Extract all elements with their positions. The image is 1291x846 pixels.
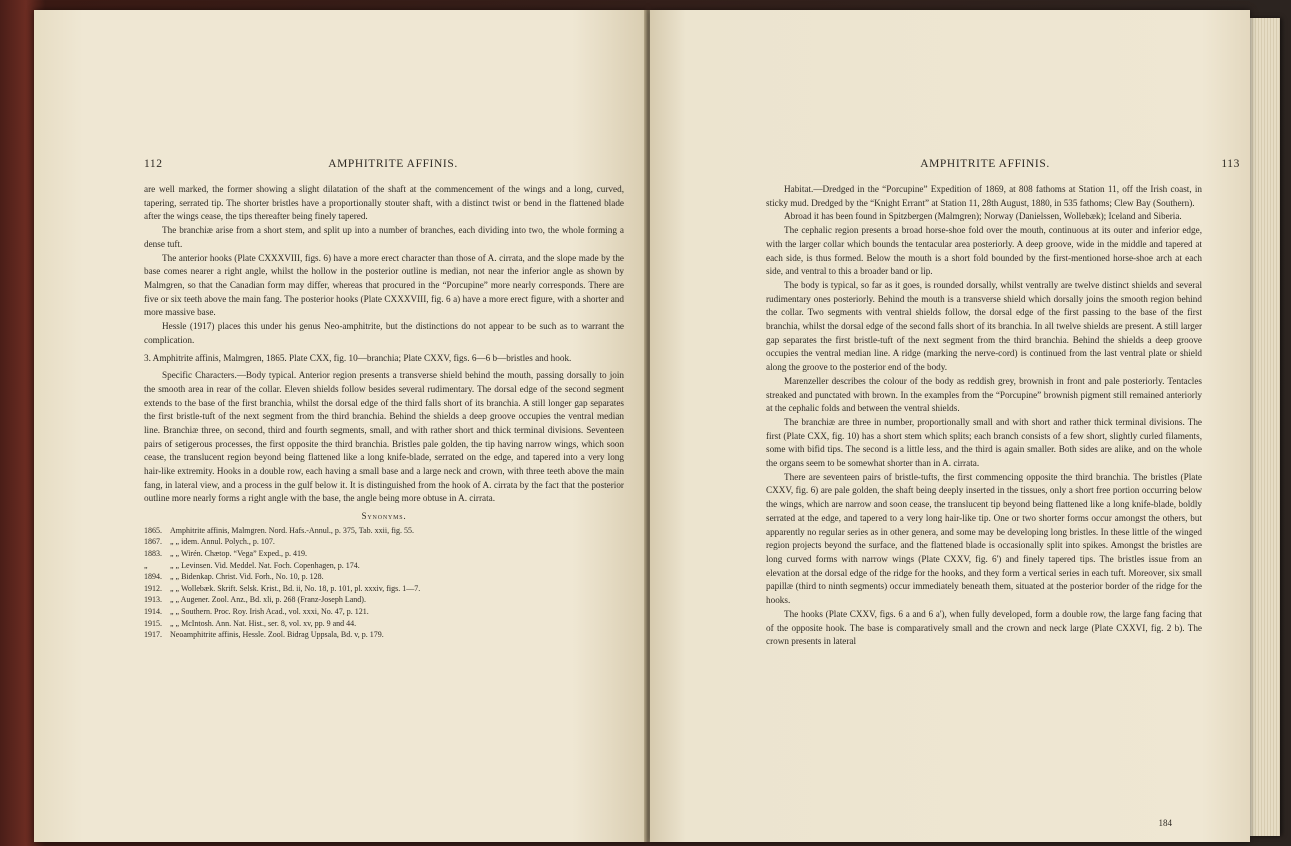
synonym-year: 1915. [144, 618, 162, 628]
paragraph: There are seventeen pairs of bristle-tufts, the first commencing opposite the third branchia. The bristles (Plate CXXV, fig. 6) are pale golden, the shaft being deeply inserted in the tissues, only a short free portion occurring below the wings, which are narrow and soon cease, the translucent tip beyond being flattened like a long knife-blade, boldly serrated at the edge, and tapered to a very long hair-like tip. One or two shorter forms occur amongst the others, but apparently no regular series as in other genera, and some may be developing long bristles. In these little of the winged region projects beyond the surface, and the flattened blade is occasionally split into spikes. Amongst the bristles are long curved forms with narrow wings (Plate CXXV, fig. 6') and finely tapered tips. The bristles issue from an elevation at the dorsal edge of the ridge for the hooks, and they form a vertical series in each tuft. Moreover, six small papillæ (third to ninth segments) occur immediately beneath them, situated at the posterior border of the ridge for the hooks. [766, 471, 1202, 606]
synonym-year: 1917. [144, 630, 162, 640]
paragraph: Specific Characters.—Body typical. Anterior region presents a transverse shield behind the mouth, passing dorsally to join the smooth area in rear of the collar. Eleven shields follow besides several rudimentary. The dorsal edge of the second segment extends to the base of the first branchia, whilst the dorsal edge of the third falls short of its branchia. A still longer gap separates the first bristle-tuft of the next segment from the third branchia. Behind the shields a deep groove occupies the ventral median line. Branchiæ three, on second, third and fourth segments, small, and with rather short and thick terminal divisions. Seventeen pairs of setigerous processes, the first opposite the third branchia. Bristles pale golden, the tip having narrow wings, which soon cease, the translucent region beyond being flattened like a long knife-blade, serrated on the edge, and tapered into a very long hair-like extremity. Hooks in a double row, each having a small base and a large neck and crown, with three teeth above the main fang, in lateral view, and a process in the gulf below it. It is distinguished from the hook of A. cirrata by the fact that the posterior outline more nearly forms a right angle with the base, the angle being more obtuse in A. cirrata. [144, 370, 624, 504]
page-number: 112 [144, 158, 163, 170]
synonym-year: 1867. [144, 537, 162, 547]
synonym-text: „ „ Bidenkap. Christ. Vid. Forh., No. 10, p. 128. [170, 572, 324, 582]
synonym-row [144, 525, 624, 537]
synonym-row [144, 629, 624, 641]
synonym-row [144, 560, 624, 572]
right-page [650, 10, 1250, 842]
left-body [144, 183, 624, 641]
right-body [766, 183, 1202, 649]
running-title: AMPHITRITE AFFINIS. [328, 158, 458, 170]
synonym-text: „ „ McIntosh. Ann. Nat. Hist., ser. 8, vol. xv, pp. 9 and 44. [170, 618, 357, 628]
synonym-row [144, 583, 624, 595]
synonym-row [144, 594, 624, 606]
synonym-row [144, 548, 624, 560]
synonym-year: 1914. [144, 607, 162, 617]
species-heading: 3. Amphitrite affinis, Malmgren, 1865. Plate CXX, fig. 10—branchia; Plate CXXV, figs. 6—6 b—bristles and hook. [144, 353, 572, 364]
paragraph: Abroad it has been found in Spitzbergen (Malmgren); Norway (Danielssen, Wollebæk); Iceland and Siberia. [784, 211, 1182, 222]
paragraph: Hessle (1917) places this under his genus Neo-amphitrite, but the distinctions do not appear to be such as to warrant the complication. [144, 321, 624, 345]
synonym-year: „ [144, 560, 148, 570]
synonym-text: „ „ Levinsen. Vid. Meddel. Nat. Foch. Copenhagen, p. 174. [170, 560, 360, 570]
signature-mark: 184 [1158, 818, 1172, 828]
synonym-row [144, 536, 624, 548]
synonym-text: „ „ Southern. Proc. Roy. Irish Acad., vol. xxxi, No. 47, p. 121. [170, 607, 369, 617]
synonym-text: Neoamphitrite affinis, Hessle. Zool. Bidrag Uppsala, Bd. v, p. 179. [170, 630, 384, 640]
paragraph: Habitat.—Dredged in the “Porcupine” Expedition of 1869, at 808 fathoms at Station 11, off the Irish coast, in sticky mud. Dredged by the “Knight Errant” at Station 11, 28th August, 1880, in 535 fathoms; Clew Bay (Southern). [766, 184, 1202, 208]
left-header [144, 158, 618, 170]
running-title: AMPHITRITE AFFINIS. [920, 158, 1050, 170]
synonym-year: 1883. [144, 549, 162, 559]
left-page [34, 10, 646, 842]
synonym-list [144, 525, 624, 641]
synonym-text: Amphitrite affinis, Malmgren. Nord. Hafs.-Annul., p. 375, Tab. xxii, fig. 55. [170, 525, 414, 535]
synonym-row [144, 606, 624, 618]
page-edges [1250, 18, 1280, 836]
paragraph: The branchiæ arise from a short stem, and split up into a number of branches, each dividing into two, the whole forming a dense tuft. [144, 225, 624, 249]
page-number: 113 [1221, 158, 1240, 170]
synonym-year: 1912. [144, 583, 162, 593]
synonym-year: 1913. [144, 595, 162, 605]
synonym-text: „ „ Wirén. Chætop. “Vega” Exped., p. 419. [170, 549, 308, 559]
synonym-year: 1865. [144, 525, 162, 535]
paragraph: The anterior hooks (Plate CXXXVIII, figs. 6) have a more erect character than those of A. cirrata, and the slope made by the base comes nearer a right angle, whilst the hollow in the posterior outline is median, not near the inferior angle as shown by Malmgren, so that the Canadian form may differ, whereas that procured in the “Porcupine” more nearly corresponds. There are five or six teeth above the main fang. The posterior hooks (Plate CXXXVIII, fig. 6 a) have a more erect figure, with a shorter and more massive base. [144, 252, 624, 318]
paragraph: The body is typical, so far as it goes, is rounded dorsally, whilst ventrally are twelve distinct shields and several rudimentary ones posteriorly. Behind the mouth is a transverse shield which dorsally joins the smooth region behind the collar. Two segments with ventral shields follow, the dorsal edge of the first passing to the base of the first branchia, whilst the dorsal edge of the second falls short of its branchia. In all twelve shields are present. A still larger gap separates the first bristle-tuft of the next segment from the third branchia. Behind the shields a deep groove occupies the ventral median line. A ridge (marking the nerve-cord) is continued from the last ventral plate or shield along the groove to the posterior end of the body. [766, 279, 1202, 373]
synonyms-heading: Synonyms. [361, 511, 407, 522]
paragraph: are well marked, the former showing a slight dilatation of the shaft at the commencement of the wings and a long, curved, tapering, serrated tip. The shorter bristles have a proportionally stouter shaft, with a distinct twist or bend in the flattened blade after the wings cease, the tips thereafter being finely tapered. [144, 184, 624, 222]
synonym-row [144, 571, 624, 583]
synonym-text: „ „ Wollebæk. Skrift. Selsk. Krist., Bd. ii, No. 18, p. 101, pl. xxxiv, figs. 1—7. [170, 583, 421, 593]
paragraph: The hooks (Plate CXXV, figs. 6 a and 6 a'), when fully developed, form a double row, the large fang facing that of the opposite hook. The base is comparatively small and the crown and neck large (Plate CXXVI, fig. 2 b). The crown presents in lateral [766, 608, 1202, 647]
right-header [766, 158, 1240, 170]
synonym-year: 1894. [144, 572, 162, 582]
synonym-row [144, 618, 624, 630]
synonym-text: „ „ Augener. Zool. Anz., Bd. xli, p. 268 (Franz-Joseph Land). [170, 595, 366, 605]
paragraph: The branchiæ are three in number, proportionally small and with short and rather thick terminal divisions. The first (Plate CXX, fig. 10) has a short stem which splits; each branch consists of a few short, slightly curled filaments, some with bifid tips. The second is a little less, and the third is again smaller. Both sides are alike, and on the whole the organs seem to be somewhat shorter than in A. cirrata. [766, 416, 1202, 469]
paragraph: Marenzeller describes the colour of the body as reddish grey, brownish in front and pale posteriorly. Tentacles streaked and punctated with brown. In the examples from the “Porcupine” brownish pigment still remained anteriorly at the cephalic folds and between the ventral shields. [766, 375, 1202, 414]
paragraph: The cephalic region presents a broad horse-shoe fold over the mouth, continuous at its outer and inferior edge, with the larger collar which bounds the tentacular area posteriorly. A deep groove, wide in the middle and tapered at each side, is thus formed. Below the mouth is a short fold bounded by the first-mentioned horse-shoe arch at each side, and ventral to this a broader band or lip. [766, 225, 1202, 277]
synonym-text: „ „ idem. Annul. Polych., p. 107. [170, 537, 275, 547]
